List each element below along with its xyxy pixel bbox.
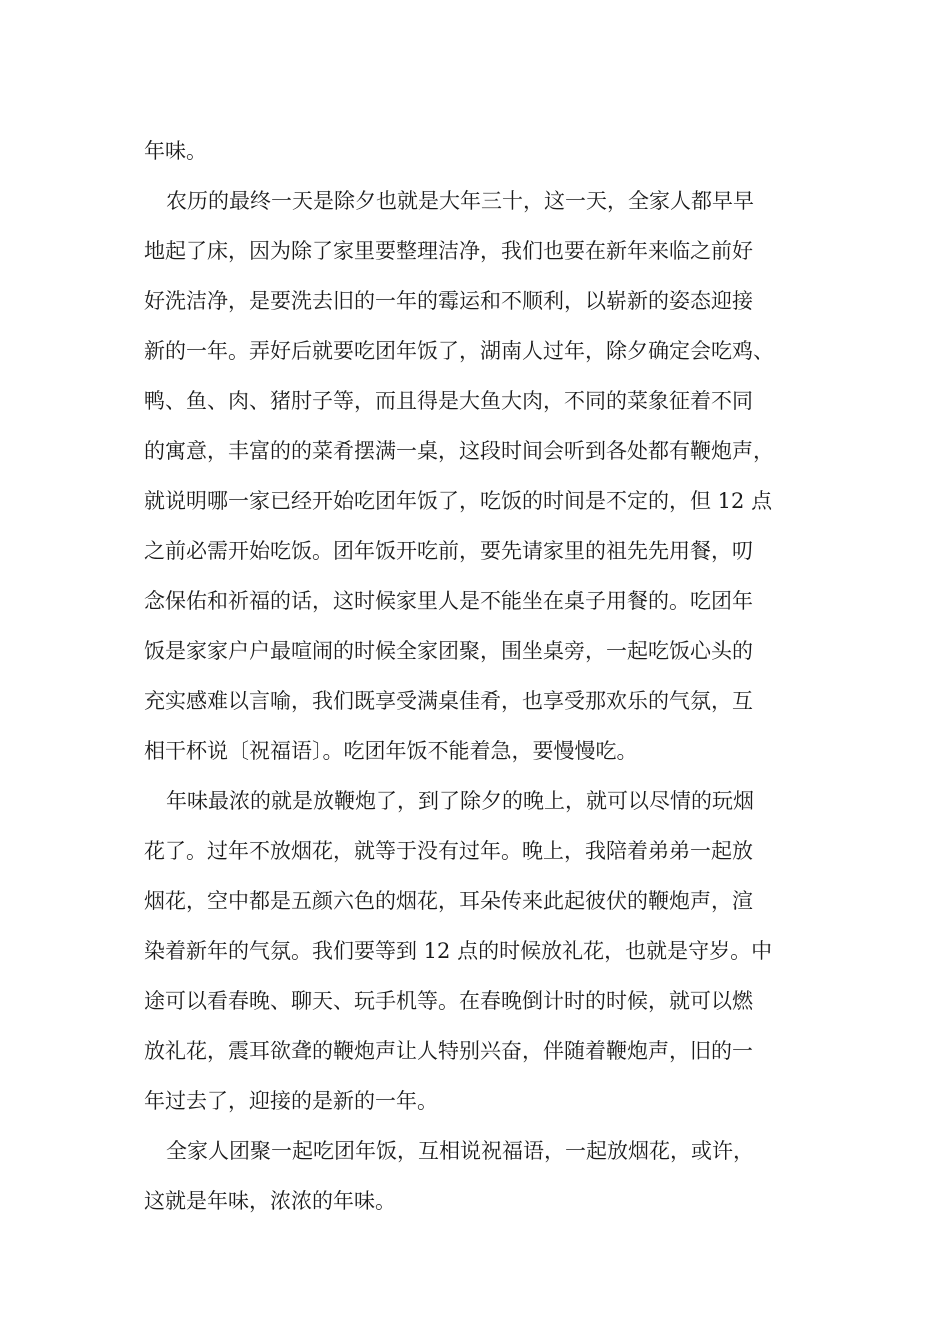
text-line: 花了。过年不放烟花，就等于没有过年。晚上，我陪着弟弟一起放 <box>144 839 753 863</box>
text-line: 这就是年味，浓浓的年味。 <box>144 1189 396 1213</box>
body-text <box>144 126 844 1226</box>
text-line: 地起了床，因为除了家里要整理洁净，我们也要在新年来临之前好 <box>144 239 753 263</box>
text-line: 饭是家家户户最喧闹的时候全家团聚，围坐桌旁，一起吃饭心头的 <box>144 639 753 663</box>
text-line: 好洗洁净，是要洗去旧的一年的霉运和不顺利，以崭新的姿态迎接 <box>144 289 753 313</box>
text-line: 途可以看春晚、聊天、玩手机等。在春晚倒计时的时候，就可以燃 <box>144 989 753 1013</box>
text-line: 新的一年。弄好后就要吃团年饭了，湖南人过年，除夕确定会吃鸡、 <box>144 339 774 363</box>
text-line: 烟花，空中都是五颜六色的烟花，耳朵传来此起彼伏的鞭炮声，渲 <box>144 889 753 913</box>
text-line: 放礼花，震耳欲聋的鞭炮声让人特别兴奋，伴随着鞭炮声，旧的一 <box>144 1039 753 1063</box>
text-line: 就说明哪一家已经开始吃团年饭了，吃饭的时间是不定的，但 12 点 <box>144 489 773 513</box>
text-line: 相干杯说〔祝福语〕。吃团年饭不能着急，要慢慢吃。 <box>144 739 638 763</box>
text-line: 之前必需开始吃饭。团年饭开吃前，要先请家里的祖先先用餐，叨 <box>144 539 753 563</box>
text-line: 农历的最终一天是除夕也就是大年三十，这一天，全家人都早早 <box>166 189 754 213</box>
text-line: 全家人团聚一起吃团年饭，互相说祝福语，一起放烟花，或许， <box>166 1139 754 1163</box>
text-line: 念保佑和祈福的话，这时候家里人是不能坐在桌子用餐的。吃团年 <box>144 589 753 613</box>
text-line: 染着新年的气氛。我们要等到 12 点的时候放礼花，也就是守岁。中 <box>144 939 773 963</box>
text-line: 充实感难以言喻，我们既享受满桌佳肴，也享受那欢乐的气氛，互 <box>144 689 753 713</box>
text-line: 鸭、鱼、肉、猪肘子等，而且得是大鱼大肉，不同的菜象征着不同 <box>144 389 753 413</box>
text-line: 年味。 <box>144 139 207 163</box>
text-line: 年味最浓的就是放鞭炮了，到了除夕的晚上，就可以尽情的玩烟 <box>166 789 754 813</box>
text-line: 的寓意，丰富的的菜肴摆满一桌，这段时间会听到各处都有鞭炮声， <box>144 439 774 463</box>
text-line: 年过去了，迎接的是新的一年。 <box>144 1089 438 1113</box>
